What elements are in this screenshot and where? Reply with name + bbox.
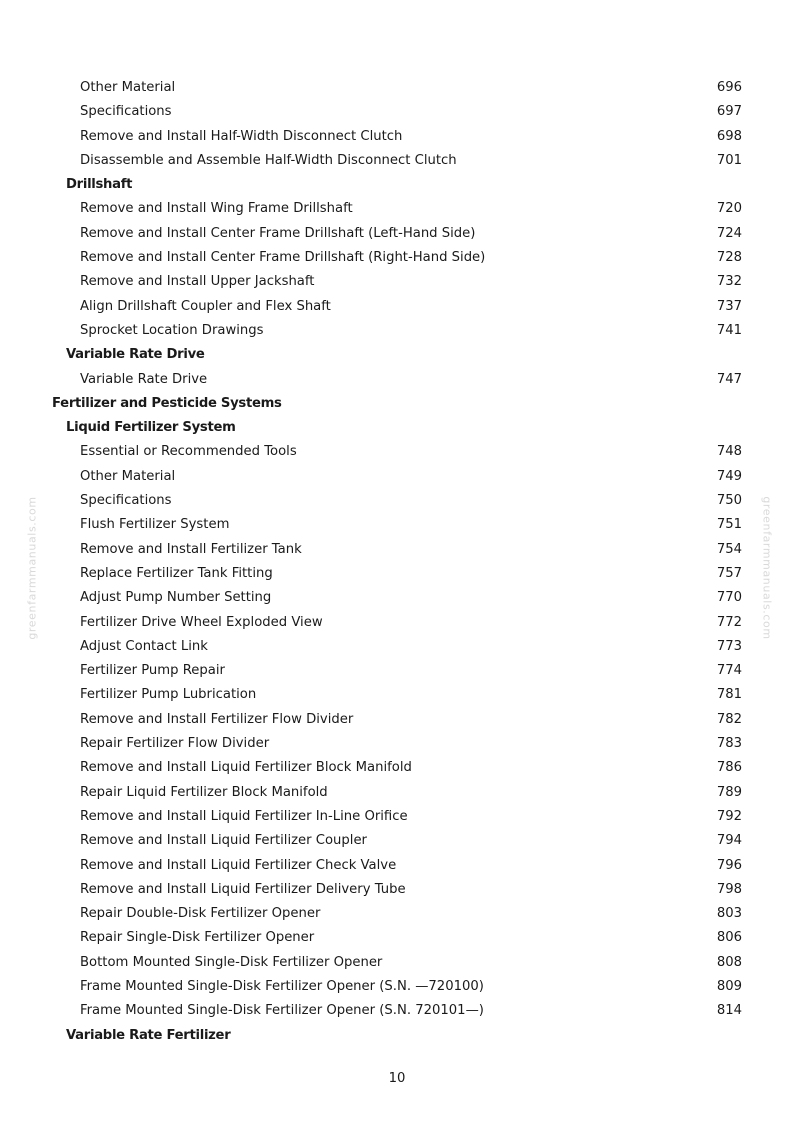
toc-section-heading[interactable] [0, 416, 794, 440]
toc-entry-page: 792 [716, 808, 742, 824]
toc-entry-page: 806 [716, 930, 742, 946]
toc-entry-title: Remove and Install Liquid Fertilizer Delivery Tube [80, 881, 406, 897]
toc-entry-title: Repair Double-Disk Fertilizer Opener [80, 906, 321, 922]
toc-entry[interactable] [0, 76, 794, 100]
watermark-right: greenfarmmanuals.com [760, 496, 774, 640]
toc-entry[interactable] [0, 125, 794, 149]
toc-entry[interactable] [0, 781, 794, 805]
toc-entry[interactable] [0, 805, 794, 829]
toc-entry-page: 786 [716, 760, 742, 776]
toc-entry-page: 796 [716, 857, 742, 873]
toc-entry-title: Remove and Install Center Frame Drillshaft (Right-Hand Side) [80, 250, 486, 266]
toc-entry-page: 720 [716, 201, 742, 217]
toc-entry[interactable] [0, 513, 794, 537]
toc-entry-title: Disassemble and Assemble Half-Width Disconnect Clutch [80, 152, 457, 168]
toc-entry[interactable] [0, 246, 794, 270]
toc-entry-page: 814 [716, 1003, 742, 1019]
toc-entry-title: Remove and Install Liquid Fertilizer Coupler [80, 833, 367, 849]
toc-entry[interactable] [0, 878, 794, 902]
toc-entry-page: 754 [716, 541, 742, 557]
toc-section-heading[interactable] [0, 173, 794, 197]
toc-entry-title: Remove and Install Fertilizer Flow Divider [80, 711, 354, 727]
toc-entry[interactable] [0, 586, 794, 610]
toc-entry-page: 781 [716, 687, 742, 703]
toc-entry-title: Variable Rate Drive [80, 371, 208, 387]
toc-entry-page: 809 [716, 978, 742, 994]
toc-entry[interactable] [0, 659, 794, 683]
toc-entry-title: Remove and Install Wing Frame Drillshaft [80, 201, 353, 217]
toc-entry-title: Adjust Pump Number Setting [80, 590, 272, 606]
toc-entry-page: 732 [716, 274, 742, 290]
toc-entry[interactable] [0, 683, 794, 707]
toc-entry-title: Remove and Install Fertilizer Tank [80, 541, 302, 557]
toc-entry-title: Fertilizer Pump Repair [80, 663, 225, 679]
toc-entry[interactable] [0, 270, 794, 294]
toc-entry[interactable] [0, 854, 794, 878]
toc-entry-title: Frame Mounted Single-Disk Fertilizer Opener (S.N. —720100) [80, 978, 484, 994]
toc-entry-page: 747 [716, 371, 742, 387]
toc-entry-page: 737 [716, 298, 742, 314]
toc-entry-title: Repair Liquid Fertilizer Block Manifold [80, 784, 328, 800]
toc-entry[interactable] [0, 295, 794, 319]
toc-entry-page: 782 [716, 711, 742, 727]
toc-entry-title: Fertilizer Drive Wheel Exploded View [80, 614, 323, 630]
toc-entry-page: 741 [716, 322, 742, 338]
toc-entry[interactable] [0, 319, 794, 343]
toc-entry-title: Remove and Install Liquid Fertilizer Block Manifold [80, 760, 412, 776]
toc-entry-page: 724 [716, 225, 742, 241]
toc-entry-page: 770 [716, 590, 742, 606]
toc-entry-title: Other Material [80, 80, 176, 95]
toc-entry-page: 748 [716, 444, 742, 460]
toc-entry-page: 773 [716, 638, 742, 654]
toc-entry-page: 789 [716, 784, 742, 800]
toc-entry-page: 798 [716, 881, 742, 897]
watermark-left: greenfarmmanuals.com [25, 496, 39, 640]
toc-entry[interactable] [0, 829, 794, 853]
toc-entry-page: 794 [716, 833, 742, 849]
toc-entry-title: Remove and Install Half-Width Disconnect Clutch [80, 128, 403, 144]
toc-entry-title: Frame Mounted Single-Disk Fertilizer Opener (S.N. 720101—) [80, 1003, 484, 1019]
toc-entry-page: 698 [716, 128, 742, 144]
toc-entry[interactable] [0, 708, 794, 732]
toc-entry[interactable] [0, 538, 794, 562]
toc-entry-title: Specifications [80, 493, 172, 509]
toc-entry[interactable] [0, 100, 794, 124]
toc-entry[interactable] [0, 149, 794, 173]
toc-entry[interactable] [0, 611, 794, 635]
toc-entry[interactable] [0, 489, 794, 513]
toc-entry-page: 728 [716, 250, 742, 266]
toc-entry-title: Repair Single-Disk Fertilizer Opener [80, 930, 315, 946]
toc-entry-page: 701 [716, 152, 742, 168]
toc-entry-title: Variable Rate Drive [66, 347, 205, 363]
toc-entry-title: Other Material [80, 468, 176, 484]
toc-entry[interactable] [0, 902, 794, 926]
toc-entry-title: Bottom Mounted Single-Disk Fertilizer Opener [80, 954, 383, 970]
toc-entry-page: 696 [716, 80, 742, 95]
toc-entry[interactable] [0, 999, 794, 1023]
toc-entry-title: Adjust Contact Link [80, 638, 208, 654]
toc-entry-title: Specifications [80, 104, 172, 120]
toc-entry-title: Remove and Install Upper Jackshaft [80, 274, 315, 290]
toc-entry[interactable] [0, 951, 794, 975]
toc-entry-title: Remove and Install Center Frame Drillshaft (Left-Hand Side) [80, 225, 476, 241]
toc-entry-page: 772 [716, 614, 742, 630]
page-number: 10 [388, 1071, 406, 1086]
toc-entry[interactable] [0, 756, 794, 780]
toc-entry-title: Drillshaft [66, 177, 133, 193]
toc-entry-page: 783 [716, 736, 742, 752]
toc-section-heading[interactable] [0, 392, 794, 416]
toc-entry-page: 750 [716, 493, 742, 509]
toc-entry-title: Align Drillshaft Coupler and Flex Shaft [80, 298, 331, 314]
toc-entry[interactable] [0, 368, 794, 392]
toc-entry-title: Replace Fertilizer Tank Fitting [80, 565, 273, 581]
toc-entry[interactable] [0, 732, 794, 756]
toc-entry-title: Essential or Recommended Tools [80, 444, 297, 460]
toc-entry-title: Sprocket Location Drawings [80, 322, 264, 338]
toc-entry[interactable] [0, 926, 794, 950]
toc-entry[interactable] [0, 197, 794, 221]
toc-entry-title: Flush Fertilizer System [80, 517, 230, 533]
toc-entry[interactable] [0, 562, 794, 586]
toc-entry-page: 749 [716, 468, 742, 484]
toc-entry-page: 697 [716, 104, 742, 120]
toc-section-heading[interactable] [0, 343, 794, 367]
toc-entry-title: Fertilizer Pump Lubrication [80, 687, 257, 703]
toc-entry-title: Fertilizer and Pesticide Systems [52, 395, 282, 411]
toc-entry-title: Liquid Fertilizer System [66, 420, 236, 436]
toc-section-heading[interactable] [0, 1024, 794, 1048]
toc-entry-title: Remove and Install Liquid Fertilizer Check Valve [80, 857, 397, 873]
toc-entry-title: Remove and Install Liquid Fertilizer In-Line Orifice [80, 808, 408, 824]
toc-entry[interactable] [0, 975, 794, 999]
toc-entry-title: Variable Rate Fertilizer [66, 1027, 231, 1043]
toc-entry-page: 757 [716, 565, 742, 581]
table-of-contents [0, 76, 794, 1048]
toc-entry-page: 808 [716, 954, 742, 970]
toc-entry-page: 751 [716, 517, 742, 533]
toc-entry-page: 774 [716, 663, 742, 679]
toc-entry[interactable] [0, 465, 794, 489]
toc-entry[interactable] [0, 635, 794, 659]
toc-entry[interactable] [0, 222, 794, 246]
toc-entry-title: Repair Fertilizer Flow Divider [80, 736, 270, 752]
toc-entry-page: 803 [716, 906, 742, 922]
toc-entry[interactable] [0, 440, 794, 464]
